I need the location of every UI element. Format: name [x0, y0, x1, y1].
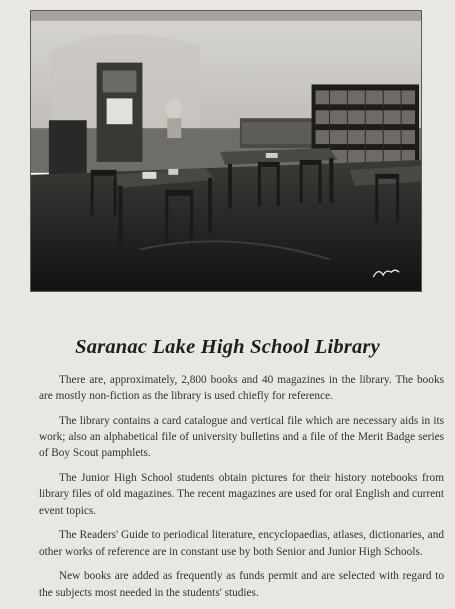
- article-body: [39, 372, 444, 609]
- library-interior-image: [31, 11, 421, 291]
- library-photograph: [30, 10, 422, 292]
- paragraph: The Junior High School students obtain pictures for their history notebooks from library files of old magazines. The recent magazines are used for oral English and current event topics.: [39, 472, 444, 517]
- page-title: Saranac Lake High School Library: [75, 336, 380, 358]
- paragraph: The Readers' Guide to periodical literature, encyclopaedias, atlases, dictionaries, and other works of reference are in constant use by both Senior and Junior High Schools.: [39, 529, 444, 558]
- paragraph: The library contains a card catalogue and vertical file which are necessary aids in its work; also an alphabetical file of university bulletins and a file of the Merit Badge series of Boy Scout pamphlets.: [39, 415, 444, 460]
- paragraph: New books are added as frequently as funds permit and are selected with regard to the subjects most needed in the students' studies.: [39, 570, 444, 599]
- paragraph: There are, approximately, 2,800 books and 40 magazines in the library. The books are mostly non-fiction as the library is used chiefly for reference.: [39, 374, 444, 403]
